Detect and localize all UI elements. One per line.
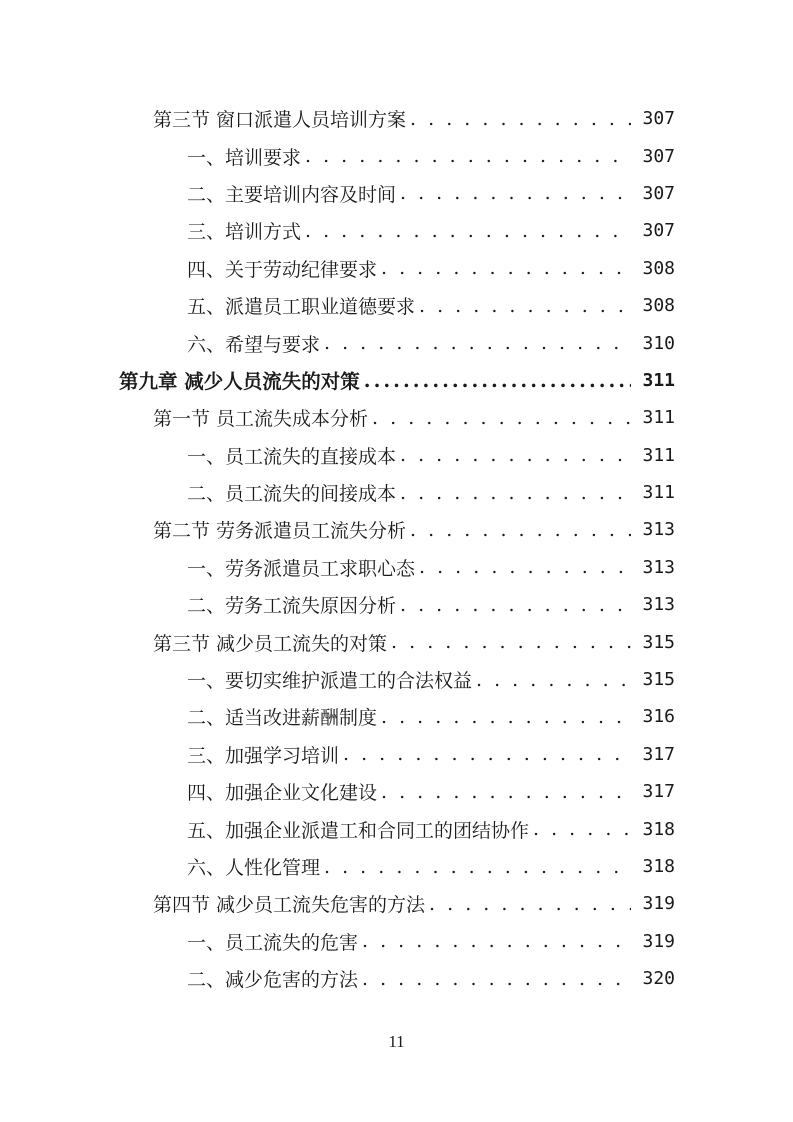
toc-dot-leader (400, 594, 631, 616)
toc-entry-section[interactable] (0, 399, 793, 436)
toc-dot-leader (410, 108, 631, 130)
toc-entry-title: 第四节 减少员工流失危害的方法 (153, 894, 426, 917)
toc-entry-page: 316 (642, 706, 675, 728)
toc-entry-title: 第九章 减少人员流失的对策 (119, 370, 360, 394)
toc-entry-page: 308 (642, 257, 675, 279)
toc-dot-leader (324, 856, 631, 878)
toc-entry-page: 310 (642, 332, 675, 354)
toc-entry-item[interactable] (0, 250, 793, 287)
toc-entry-page: 311 (642, 369, 675, 391)
toc-dot-leader (419, 295, 631, 317)
toc-entry-item[interactable] (0, 960, 793, 997)
toc-dot-leader (305, 145, 631, 167)
toc-entry-page: 307 (642, 108, 675, 130)
toc-entry-title: 第三节 减少员工流失的对策 (153, 632, 388, 655)
toc-entry-item[interactable] (0, 137, 793, 174)
toc-entry-item[interactable] (0, 736, 793, 773)
toc-entry-page: 313 (642, 594, 675, 616)
toc-entry-title: 五、派遣员工职业道德要求 (187, 296, 416, 319)
toc-entry-item[interactable] (0, 324, 793, 361)
toc-entry-title: 一、要切实维护派遣工的合法权益 (187, 670, 473, 693)
toc-entry-page: 308 (642, 295, 675, 317)
toc-dot-leader (364, 369, 631, 392)
toc-dot-leader (419, 556, 631, 578)
toc-entry-item[interactable] (0, 175, 793, 212)
toc-entry-item[interactable] (0, 773, 793, 810)
toc-entry-page: 315 (642, 669, 675, 691)
toc-dot-leader (381, 706, 631, 728)
toc-entry-title: 六、希望与要求 (187, 333, 321, 356)
toc-dot-leader (400, 182, 631, 204)
toc-entry-item[interactable] (0, 287, 793, 324)
toc-entry-page: 311 (642, 444, 675, 466)
toc-entry-item[interactable] (0, 923, 793, 960)
toc-dot-leader (305, 220, 631, 242)
toc-dot-leader (324, 332, 631, 354)
toc-dot-leader (343, 743, 631, 765)
toc-entry-title: 二、适当改进薪酬制度 (187, 707, 378, 730)
toc-entry-title: 二、减少危害的方法 (187, 969, 359, 992)
toc-entry-title: 五、加强企业派遣工和合同工的团结协作 (187, 819, 530, 842)
toc-dot-leader (429, 893, 631, 915)
toc-entry-page: 320 (642, 968, 675, 990)
toc-entry-chapter[interactable] (0, 362, 793, 399)
toc-dot-leader (391, 631, 631, 653)
toc-dot-leader (362, 930, 631, 952)
toc-entry-item[interactable] (0, 661, 793, 698)
toc-dot-leader (381, 257, 631, 279)
page-number: 11 (388, 1032, 405, 1051)
toc-entry-title: 四、关于劳动纪律要求 (187, 258, 378, 281)
toc-entry-item[interactable] (0, 549, 793, 586)
toc-entry-title: 二、劳务工流失原因分析 (187, 595, 397, 618)
toc-entry-page: 319 (642, 930, 675, 952)
toc-dot-leader (410, 519, 631, 541)
toc-dot-leader (381, 781, 631, 803)
toc-entry-page: 307 (642, 182, 675, 204)
toc-entry-page: 313 (642, 519, 675, 541)
toc-entry-title: 三、加强学习培训 (187, 744, 340, 767)
toc-entry-page: 317 (642, 743, 675, 765)
toc-entry-title: 第一节 员工流失成本分析 (153, 408, 369, 431)
toc-entry-title: 一、员工流失的危害 (187, 931, 359, 954)
toc-entry-section[interactable] (0, 623, 793, 660)
toc-entry-title: 第二节 劳务派遣员工流失分析 (153, 520, 407, 543)
toc-entry-item[interactable] (0, 474, 793, 511)
toc-entry-title: 二、主要培训内容及时间 (187, 183, 397, 206)
toc-entry-section[interactable] (0, 511, 793, 548)
toc-entry-title: 一、培训要求 (187, 146, 302, 169)
toc-entry-title: 一、劳务派遣员工求职心态 (187, 557, 416, 580)
toc-entry-page: 318 (642, 818, 675, 840)
toc-entry-item[interactable] (0, 212, 793, 249)
toc-entry-page: 307 (642, 220, 675, 242)
toc-entry-title: 第三节 窗口派遣人员培训方案 (153, 109, 407, 132)
toc-entry-title: 六、人性化管理 (187, 857, 321, 879)
toc-entry-page: 315 (642, 631, 675, 653)
toc-entry-item[interactable] (0, 698, 793, 735)
toc-entry-section[interactable] (0, 100, 793, 137)
table-of-contents (0, 100, 793, 997)
toc-entry-page: 311 (642, 482, 675, 504)
toc-entry-title: 一、员工流失的直接成本 (187, 445, 397, 468)
toc-entry-title: 四、加强企业文化建设 (187, 782, 378, 805)
toc-entry-title: 三、培训方式 (187, 221, 302, 244)
toc-entry-page: 313 (642, 556, 675, 578)
toc-dot-leader (362, 968, 631, 990)
toc-dot-leader (400, 444, 631, 466)
toc-entry-item[interactable] (0, 437, 793, 474)
toc-entry-page: 319 (642, 893, 675, 915)
toc-dot-leader (476, 669, 631, 691)
toc-entry-page: 311 (642, 407, 675, 429)
toc-entry-title: 二、员工流失的间接成本 (187, 483, 397, 506)
toc-entry-item[interactable] (0, 810, 793, 847)
toc-entry-section[interactable] (0, 885, 793, 922)
toc-dot-leader (372, 407, 631, 429)
toc-entry-page: 317 (642, 781, 675, 803)
toc-entry-page: 318 (642, 856, 675, 877)
toc-entry-page: 307 (642, 145, 675, 167)
toc-dot-leader (400, 482, 631, 504)
toc-entry-item[interactable] (0, 848, 793, 885)
toc-entry-item[interactable] (0, 586, 793, 623)
toc-dot-leader (533, 818, 631, 840)
